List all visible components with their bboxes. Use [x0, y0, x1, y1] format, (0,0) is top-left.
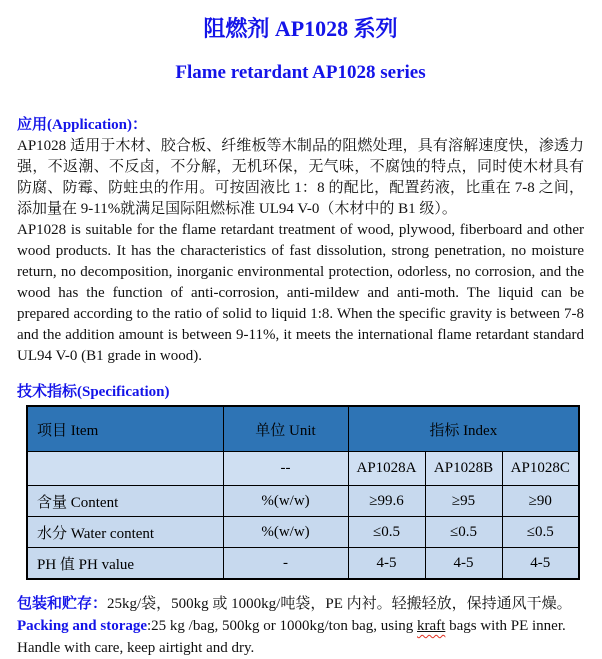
cell-item: PH 值 PH value: [27, 548, 223, 580]
table-row: [27, 486, 579, 517]
application-heading: 应用(Application)：: [17, 117, 148, 133]
cell-value: 4-5: [425, 548, 502, 580]
specification-heading: 技术指标(Specification): [17, 384, 170, 400]
subheader-cell-empty: [27, 452, 223, 486]
cell-value: ≤0.5: [348, 517, 425, 548]
packing-label-chinese: 包装和贮存：: [17, 596, 108, 612]
kraft-word-underlined: [417, 618, 445, 634]
cell-unit: %(w/w): [223, 517, 348, 548]
cell-value: 4-5: [348, 548, 425, 580]
application-paragraph-chinese: AP1028 适用于木材、胶合板、纤维板等木制品的阻燃处理，具有溶解速度快，渗透力强，不返潮、不反卤，不分解，无机环保，无气味，不腐蚀的特点，同时使木材具有防腐、防霉、防蛀虫的作用。可按固液比 1：8 的配比，配置药液，比重在 7-8 之间，添加量在 9-11%就满足国际阻燃标准 UL94 V-0（木材中的 B1 级）。: [17, 138, 584, 217]
title-chinese: 阻燃剂 AP1028 系列: [203, 16, 398, 41]
subheader-cell-grade-c: AP1028C: [502, 452, 579, 486]
spellcheck-wavy-underline: kraft: [417, 618, 446, 634]
cell-item: 含量 Content: [27, 486, 223, 517]
subheader-cell-unit: --: [223, 452, 348, 486]
header-cell-item: 项目 Item: [27, 406, 223, 452]
cell-value: ≤0.5: [425, 517, 502, 548]
table-header-row: [27, 406, 579, 452]
packing-line-english-2: Handle with care, keep airtight and dry.: [17, 640, 255, 656]
packing-text-chinese: 25kg/袋，500kg 或 1000kg/吨袋，PE 内衬。轻搬轻放，保持通风干燥。: [107, 596, 572, 612]
table-row: [27, 517, 579, 548]
packing-text-english-before: :25 kg /bag, 500kg or 1000kg/ton bag, using: [147, 618, 418, 634]
cell-value: ≤0.5: [502, 517, 579, 548]
cell-value: ≥90: [502, 486, 579, 517]
cell-unit: %(w/w): [223, 486, 348, 517]
packing-line-english: [17, 615, 584, 637]
packing-line-chinese: [17, 593, 584, 615]
table-row: [27, 548, 579, 580]
packing-label-english: Packing and storage: [17, 618, 148, 634]
application-paragraph-english: AP1028 is suitable for the flame retardant treatment of wood, plywood, fiberboard and other wood products. It has the characteristics of fast dissolution, strong penetration, no moisture return, no decomposition, inorganic environmental protection, odorless, no corrosion, and the wood has the function of anti-corrosion, anti-mildew and anti-moth. The liquid can be prepared according to the ratio of solid to liquid 1:8. When the specific gravity is between 7-8 and the addition amount is between 9-11%, it meets the international flame retardant standard UL94 V-0 (B1 grade in wood).: [17, 222, 584, 364]
header-cell-index: 指标 Index: [348, 406, 579, 452]
title-english: Flame retardant AP1028 series: [175, 62, 426, 83]
header-cell-unit: 单位 Unit: [223, 406, 348, 452]
cell-value: 4-5: [502, 548, 579, 580]
cell-unit: -: [223, 548, 348, 580]
table-subheader-row: [27, 452, 579, 486]
cell-value: ≥99.6: [348, 486, 425, 517]
cell-value: ≥95: [425, 486, 502, 517]
subheader-cell-grade-a: AP1028A: [348, 452, 425, 486]
cell-item: 水分 Water content: [27, 517, 223, 548]
specification-table: [26, 405, 580, 580]
subheader-cell-grade-b: AP1028B: [425, 452, 502, 486]
packing-section: [17, 593, 584, 659]
packing-text-english-after: bags with PE inner.: [445, 618, 566, 634]
